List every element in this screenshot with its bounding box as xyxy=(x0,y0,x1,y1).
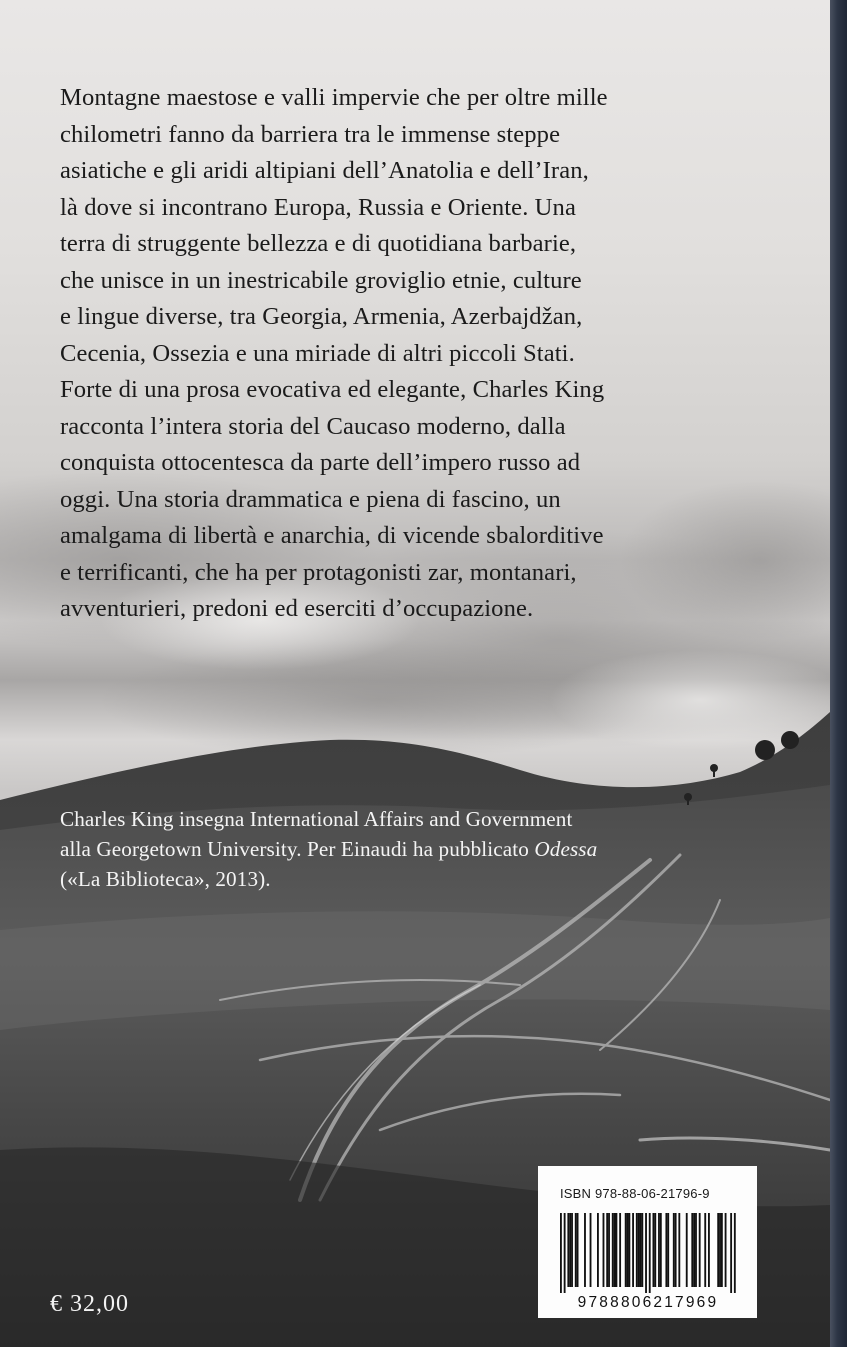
barcode-bar xyxy=(704,1213,706,1287)
price-label: € 32,00 xyxy=(50,1291,129,1317)
blurb-line: avventurieri, predoni ed eserciti d’occupazione. xyxy=(60,595,534,622)
barcode-bar xyxy=(632,1213,634,1287)
isbn-barcode-label xyxy=(538,1166,757,1318)
back-cover-blurb xyxy=(60,80,820,628)
bio-line: Charles King insegna International Affairs and Government xyxy=(60,807,573,831)
barcode-bar xyxy=(691,1213,693,1287)
barcode-bar xyxy=(612,1213,614,1287)
bio-line: («La Biblioteca», 2013). xyxy=(60,867,271,891)
barcode-bar xyxy=(627,1213,629,1287)
barcode-bar xyxy=(606,1213,608,1287)
barcode-bar xyxy=(584,1213,586,1287)
barcode-bar xyxy=(575,1213,577,1287)
blurb-line: asiatiche e gli aridi altipiani dell’Anatolia e dell’Iran, xyxy=(60,157,589,184)
barcode-bar xyxy=(569,1213,571,1287)
barcode-bar xyxy=(708,1213,710,1287)
blurb-line: e terrificanti, che ha per protagonisti zar, montanari, xyxy=(60,558,577,586)
barcode-bar xyxy=(608,1213,610,1287)
barcode-bar xyxy=(665,1213,667,1287)
barcode-bar xyxy=(597,1213,599,1287)
barcode-bar xyxy=(725,1213,727,1287)
barcode-bar xyxy=(673,1213,675,1287)
barcode-bar xyxy=(567,1213,569,1287)
bio-text: alla Georgetown University. Per Einaudi ha pubblicato xyxy=(60,837,535,861)
barcode-bar xyxy=(603,1213,605,1287)
book-spine xyxy=(830,0,847,1347)
barcode-bar xyxy=(658,1213,660,1287)
barcode-bar xyxy=(564,1213,566,1293)
barcode-digits: 9788806217969 xyxy=(577,1294,719,1311)
barcode-bar xyxy=(678,1213,680,1287)
blurb-line: chilometri fanno da barriera tra le immense steppe xyxy=(60,120,561,148)
barcode-bar xyxy=(577,1213,579,1287)
barcode-bar xyxy=(645,1213,647,1293)
barcode-bar xyxy=(717,1213,719,1287)
barcode xyxy=(548,1211,748,1311)
blurb-line: che unisce in un inestricabile groviglio etnie, culture xyxy=(60,266,582,294)
barcode-bar xyxy=(638,1213,640,1287)
barcode-bar xyxy=(628,1213,630,1287)
blurb-line: Forte di una prosa evocativa ed elegante, Charles King xyxy=(60,376,605,403)
barcode-bar xyxy=(660,1213,662,1287)
barcode-bar xyxy=(614,1213,616,1287)
barcode-bar xyxy=(636,1213,638,1287)
barcode-bar xyxy=(695,1213,697,1287)
blurb-line: là dove si incontrano Europa, Russia e Oriente. Una xyxy=(60,193,576,221)
blurb-line: terra di struggente bellezza e di quotidiana barbarie, xyxy=(60,230,577,257)
barcode-bar xyxy=(590,1213,592,1287)
bio-line xyxy=(60,834,820,864)
barcode-bar xyxy=(653,1213,655,1287)
blurb-line: racconta l’intera storia del Caucaso moderno, dalla xyxy=(60,412,566,440)
book-title-odessa: Odessa xyxy=(534,837,598,861)
barcode-bar xyxy=(616,1213,618,1287)
blurb-line: amalgama di libertà e anarchia, di vicende sbalorditive xyxy=(60,522,604,549)
blurb-line: Montagne maestose e valli impervie che per oltre mille xyxy=(60,84,608,111)
barcode-bar xyxy=(625,1213,627,1287)
barcode-bar xyxy=(721,1213,723,1287)
blurb-line: oggi. Una storia drammatica e piena di fascino, un xyxy=(60,485,561,513)
barcode-bar xyxy=(640,1213,642,1287)
barcode-bar xyxy=(560,1213,562,1293)
blurb-line: Cecenia, Ossezia e una miriade di altri piccoli Stati. xyxy=(60,339,575,367)
barcode-bar xyxy=(719,1213,721,1287)
barcode-bar xyxy=(693,1213,695,1287)
barcode-bar xyxy=(571,1213,573,1287)
barcode-bar xyxy=(619,1213,621,1287)
isbn-number: ISBN 978-88-06-21796-9 xyxy=(560,1186,710,1201)
barcode-bar xyxy=(734,1213,736,1293)
blurb-line: e lingue diverse, tra Georgia, Armenia, Azerbajdžan, xyxy=(60,303,583,330)
barcode-bar xyxy=(654,1213,656,1287)
barcode-bar xyxy=(649,1213,651,1293)
barcode-bar xyxy=(675,1213,677,1287)
author-bio xyxy=(60,804,820,894)
barcode-bar xyxy=(641,1213,643,1287)
barcode-bar xyxy=(667,1213,669,1287)
barcode-bar xyxy=(686,1213,688,1287)
barcode-bar xyxy=(730,1213,732,1293)
barcode-bar xyxy=(699,1213,701,1287)
barcode-bars xyxy=(560,1213,736,1293)
blurb-line: conquista ottocentesca da parte dell’impero russo ad xyxy=(60,449,581,476)
